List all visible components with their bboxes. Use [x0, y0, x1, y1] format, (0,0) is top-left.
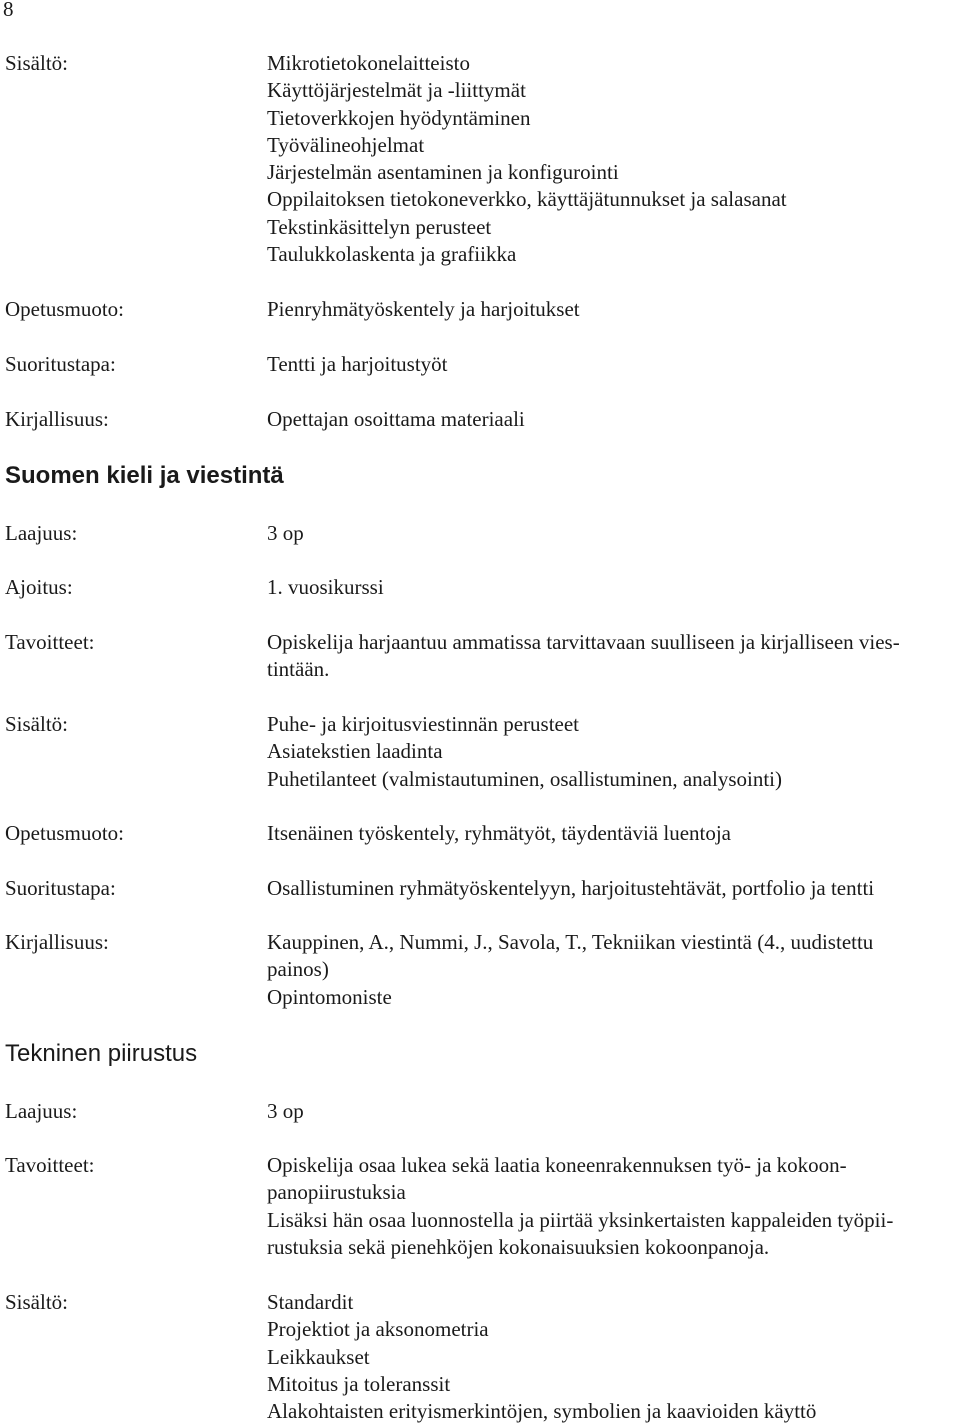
prev-sisalto-list: [267, 50, 957, 268]
kirjallisuus-list: [267, 929, 957, 1011]
list-item: Mitoitus ja toleranssit: [267, 1371, 451, 1396]
list-item: Projektiot ja aksonometria: [267, 1317, 489, 1342]
sisalto-label: Sisältö:: [5, 51, 69, 75]
opetusmuoto-value: Itsenäinen työskentely, ryhmätyöt, täydentäviä luentoja: [267, 821, 731, 845]
sisalto-label: Sisältö:: [5, 712, 69, 736]
sisalto-label: Sisältö:: [5, 1290, 69, 1314]
course-title-finnish: Suomen kieli ja viestintä: [5, 462, 284, 489]
list-item: Puhe- ja kirjoitusviestinnän perusteet: [267, 712, 580, 736]
list-item: Mikrotietokonelaitteisto: [267, 51, 470, 75]
text-line: tintään.: [267, 657, 330, 682]
finnish-sisalto-list: [267, 711, 957, 793]
laajuus-label: Laajuus:: [5, 1099, 78, 1123]
text-line: Opiskelija osaa lukea sekä laatia koneenrakennuksen työ- ja kokoon-: [267, 1153, 847, 1177]
laajuus-value: 3 op: [267, 521, 304, 545]
list-item: Kauppinen, A., Nummi, J., Savola, T., Tekniikan viestintä (4., uudistettu: [267, 930, 874, 954]
list-item: Järjestelmän asentaminen ja konfigurointi: [267, 160, 619, 185]
suoritustapa-label: Suoritustapa:: [5, 876, 116, 900]
ajoitus-value: 1. vuosikurssi: [267, 575, 384, 599]
laajuus-label: Laajuus:: [5, 521, 78, 545]
kirjallisuus-label: Kirjallisuus:: [5, 930, 109, 954]
tavoitteet-text: [267, 629, 957, 684]
list-item: Standardit: [267, 1290, 354, 1314]
text-line: Opiskelija harjaantuu ammatissa tarvittavaan suulliseen ja kirjalliseen vies-: [267, 630, 900, 654]
list-item: Työvälineohjelmat: [267, 132, 425, 157]
list-item: Käyttöjärjestelmät ja -liittymät: [267, 78, 526, 103]
page-number: 8: [3, 0, 14, 21]
text-line: Lisäksi hän osaa luonnostella ja piirtää yksinkertaisten kappaleiden työpii-: [267, 1207, 894, 1232]
text-line: panopiirustuksia: [267, 1180, 406, 1205]
suoritustapa-label: Suoritustapa:: [5, 352, 116, 376]
list-item: Oppilaitoksen tietokoneverkko, käyttäjätunnukset ja salasanat: [267, 187, 787, 212]
opetusmuoto-label: Opetusmuoto:: [5, 821, 124, 845]
list-item: painos): [267, 957, 329, 982]
ajoitus-label: Ajoitus:: [5, 575, 73, 599]
list-item: Leikkaukset: [267, 1344, 370, 1369]
opetusmuoto-value: Pienryhmätyöskentely ja harjoitukset: [267, 297, 580, 321]
list-item: Opintomoniste: [267, 984, 392, 1009]
course-title-drawing: Tekninen piirustus: [5, 1040, 198, 1067]
kirjallisuus-value: Opettajan osoittama materiaali: [267, 407, 525, 431]
list-item: Tekstinkäsittelyn perusteet: [267, 214, 492, 239]
list-item: Alakohtaisten erityismerkintöjen, symbolien ja kaavioiden käyttö: [267, 1399, 817, 1424]
opetusmuoto-label: Opetusmuoto:: [5, 297, 124, 321]
list-item: Asiatekstien laadinta: [267, 739, 443, 764]
list-item: Taulukkolaskenta ja grafiikka: [267, 242, 517, 267]
text-line: rustuksia sekä pienehköjen kokonaisuuksien kokoonpanoja.: [267, 1234, 770, 1259]
list-item: Puhetilanteet (valmistautuminen, osallistuminen, analysointi): [267, 766, 782, 791]
kirjallisuus-label: Kirjallisuus:: [5, 407, 109, 431]
tavoitteet-label: Tavoitteet:: [5, 1153, 95, 1177]
laajuus-value: 3 op: [267, 1099, 304, 1123]
drawing-sisalto-list: [267, 1289, 957, 1425]
tavoitteet-text: [267, 1152, 957, 1261]
tavoitteet-label: Tavoitteet:: [5, 630, 95, 654]
suoritustapa-value: Tentti ja harjoitustyöt: [267, 352, 448, 376]
list-item: Tietoverkkojen hyödyntäminen: [267, 105, 531, 130]
suoritustapa-value: Osallistuminen ryhmätyöskentelyyn, harjoitustehtävät, portfolio ja tentti: [267, 876, 875, 900]
